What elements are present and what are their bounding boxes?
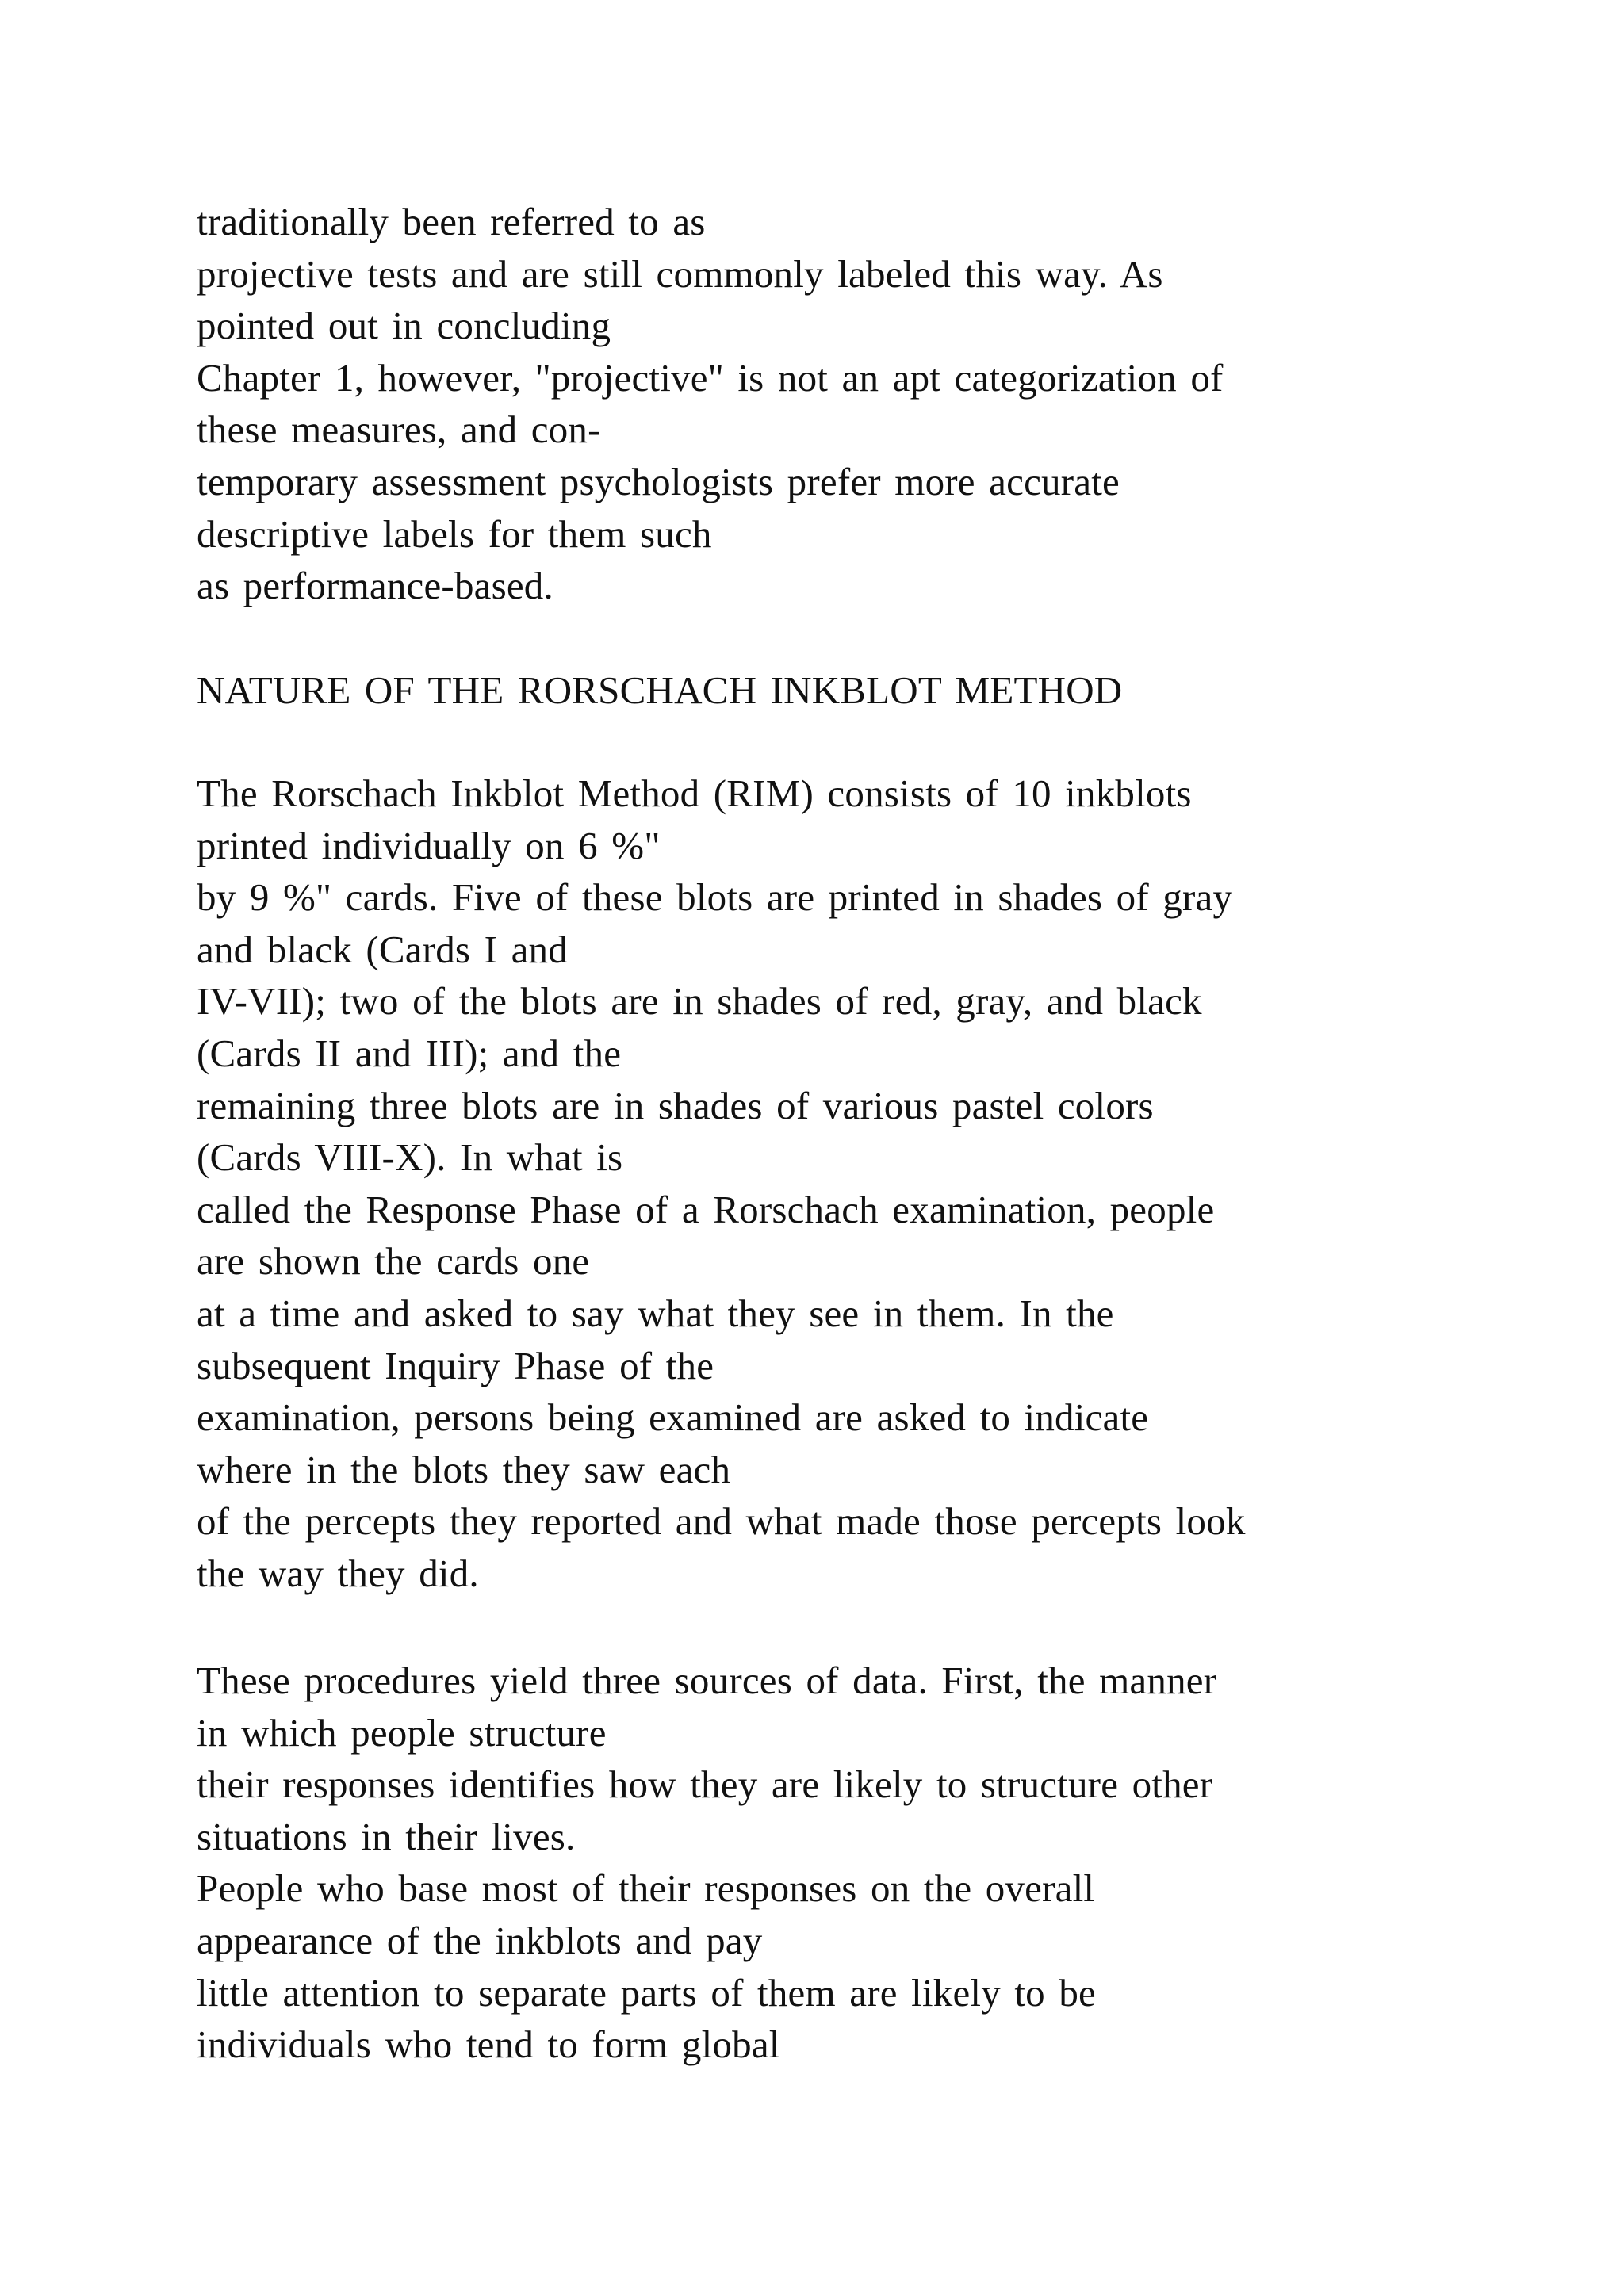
text-line: People who base most of their responses on the overall	[197, 1866, 1095, 1911]
text-line: called the Response Phase of a Rorschach examination, people	[197, 1187, 1215, 1231]
text-line: (Cards VIII-X). In what is	[197, 1135, 623, 1180]
section-heading: NATURE OF THE RORSCHACH INKBLOT METHOD	[197, 668, 1123, 712]
text-line: where in the blots they saw each	[197, 1447, 731, 1491]
text-line: examination, persons being examined are asked to indicate	[197, 1395, 1149, 1440]
text-line: as performance-based.	[197, 564, 553, 608]
text-line: These procedures yield three sources of data. First, the manner	[197, 1659, 1217, 1702]
text-line: descriptive labels for them such	[197, 511, 712, 556]
text-line: their responses identifies how they are likely to structure other	[197, 1762, 1213, 1807]
text-line: are shown the cards one	[197, 1239, 590, 1284]
text-line: printed individually on 6 %"	[197, 823, 661, 867]
text-line: subsequent Inquiry Phase of the	[197, 1343, 714, 1387]
text-line: traditionally been referred to as	[197, 200, 706, 243]
paragraph-intro	[197, 196, 1561, 612]
text-line: IV-VII); two of the blots are in shades of red, gray, and black	[197, 979, 1202, 1024]
text-line: little attention to separate parts of them are likely to be	[197, 1970, 1096, 2015]
paragraph-data-sources	[197, 1655, 1561, 2071]
text-line: by 9 %" cards. Five of these blots are printed in shades of gray	[197, 875, 1233, 920]
text-line: and black (Cards I and	[197, 927, 568, 971]
text-line: Chapter 1, however, "projective" is not an apt categorization of	[197, 355, 1224, 400]
section-heading-block	[197, 664, 1561, 717]
text-line: temporary assessment psychologists prefer more accurate	[197, 459, 1120, 503]
text-line: (Cards II and III); and the	[197, 1031, 622, 1075]
text-line: in which people structure	[197, 1710, 607, 1755]
text-line: projective tests and are still commonly labeled this way. As	[197, 251, 1163, 296]
text-line: remaining three blots are in shades of various pastel colors	[197, 1083, 1154, 1127]
text-line: at a time and asked to say what they see in them. In the	[197, 1291, 1114, 1335]
text-line: the way they did.	[197, 1551, 479, 1595]
text-line: of the percepts they reported and what made those percepts look	[197, 1499, 1246, 1544]
text-line: The Rorschach Inkblot Method (RIM) consists of 10 inkblots	[197, 771, 1192, 815]
text-line: situations in their lives.	[197, 1814, 576, 1858]
paragraph-rim-description	[197, 767, 1561, 1600]
text-line: individuals who tend to form global	[197, 2022, 780, 2067]
text-line: pointed out in concluding	[197, 304, 611, 348]
text-line: appearance of the inkblots and pay	[197, 1918, 763, 1962]
text-line: these measures, and con-	[197, 408, 601, 452]
